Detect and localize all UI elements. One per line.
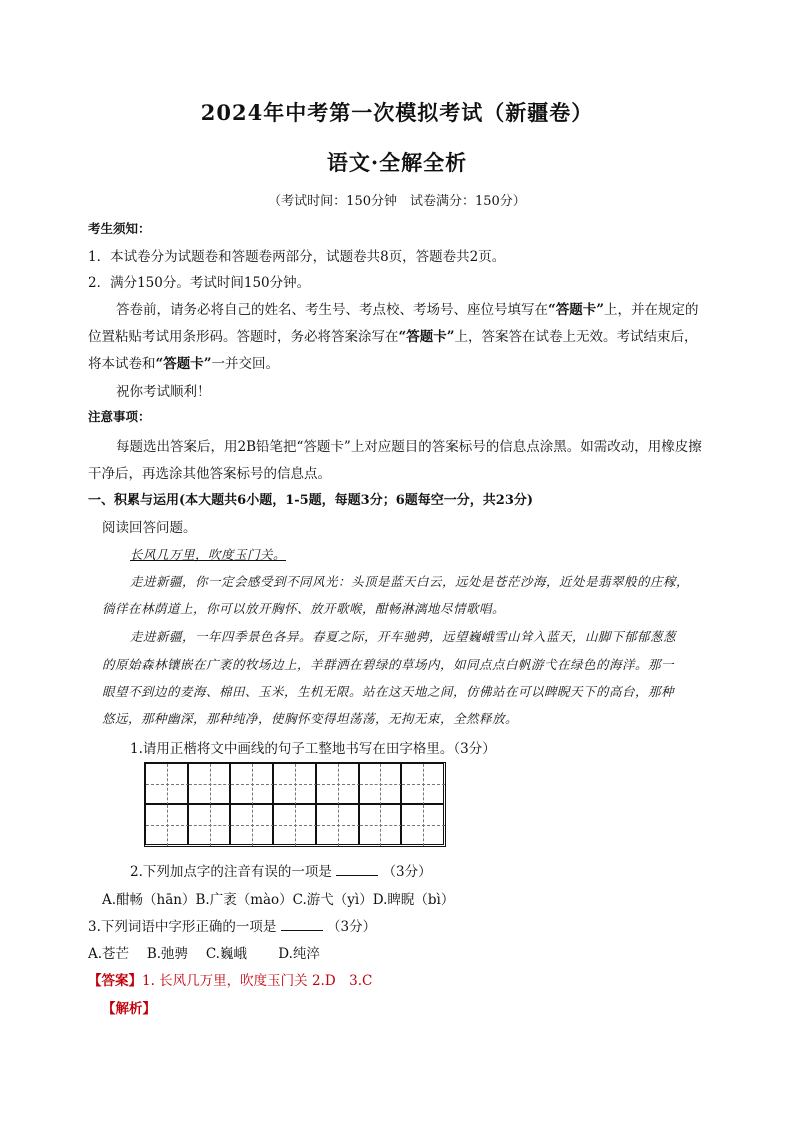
question-2-options: A.酣畅（hān）B.广袤（mào）C.游弋（yì）D.睥睨（bì） bbox=[102, 892, 455, 908]
grid-cell[interactable] bbox=[188, 804, 231, 845]
grid-guide-horizontal bbox=[189, 784, 232, 785]
answer-text: 1. 长风几万里，吹度玉门关 2.D 3.C bbox=[142, 973, 373, 989]
question-2-score: （3分） bbox=[382, 864, 432, 880]
grid-cell[interactable] bbox=[401, 804, 444, 845]
notice-item-2: 2．满分150分。考试时间150分钟。 bbox=[88, 275, 311, 291]
question-2 bbox=[130, 860, 432, 880]
text: 上，答案答在试卷上无效。考试结束后， bbox=[454, 329, 698, 345]
tianzige-grid[interactable] bbox=[144, 762, 446, 847]
grid-guide-horizontal bbox=[317, 825, 360, 826]
page-subtitle: 语文·全解全析 bbox=[326, 150, 468, 175]
passage-p2-line4: 悠远，那种幽深，那种纯净，使胸怀变得坦荡荡，无拘无束，全然释放。 bbox=[102, 711, 519, 726]
question-2-text: 2.下列加点字的注音有误的一项是 bbox=[130, 864, 332, 880]
grid-guide-horizontal bbox=[274, 784, 317, 785]
answer-card-emphasis: “答题卡” bbox=[548, 302, 605, 318]
text: 将本试卷和 bbox=[88, 356, 156, 372]
notice-heading: 考生须知： bbox=[88, 221, 151, 236]
grid-cell[interactable] bbox=[401, 763, 444, 804]
notice-paragraph-line3 bbox=[88, 352, 279, 372]
grid-guide-horizontal bbox=[360, 784, 403, 785]
answer-line bbox=[88, 969, 372, 989]
grid-cell[interactable] bbox=[359, 804, 402, 845]
exam-info: （考试时间：150分钟 试卷满分：150分） bbox=[268, 194, 526, 209]
question-3-options: A.苍芒 B.弛骋 C.巍峨 D.纯淬 bbox=[88, 946, 320, 962]
notice-paragraph-line2 bbox=[88, 325, 698, 345]
answer-card-emphasis: “答题卡” bbox=[155, 356, 212, 372]
grid-cell[interactable] bbox=[145, 804, 188, 845]
grid-cell[interactable] bbox=[188, 763, 231, 804]
passage-p2-line3: 眼望不到边的麦海、棉田、玉米，生机无限。站在这天地之间，仿佛站在可以睥睨天下的高台，那种 bbox=[102, 684, 675, 699]
passage-p2-line1: 走进新疆，一年四季景色各异。春夏之际，开车驰骋，远望巍峨雪山耸入蓝天，山脚下郁郁葱葱 bbox=[130, 629, 677, 644]
grid-guide-horizontal bbox=[274, 825, 317, 826]
attention-line-2: 干净后，再选涂其他答案标号的信息点。 bbox=[88, 466, 331, 482]
grid-cell[interactable] bbox=[316, 763, 359, 804]
text: 一并交回。 bbox=[211, 356, 280, 372]
question-3-score: （3分） bbox=[326, 919, 377, 935]
notice-paragraph-line1 bbox=[116, 298, 699, 318]
grid-cell[interactable] bbox=[145, 763, 188, 804]
analysis-label: 【解析】 bbox=[102, 1001, 156, 1017]
grid-cell[interactable] bbox=[316, 804, 359, 845]
grid-guide-horizontal bbox=[360, 825, 403, 826]
grid-guide-horizontal bbox=[146, 825, 189, 826]
passage-title-underlined: 长风几万里，吹度玉门关。 bbox=[130, 547, 287, 562]
grid-cell[interactable] bbox=[359, 763, 402, 804]
text: 上，并在规定的 bbox=[604, 302, 699, 318]
grid-cell[interactable] bbox=[273, 804, 316, 845]
grid-cell[interactable] bbox=[273, 763, 316, 804]
passage-p1-line2: 徜徉在林荫道上，你可以放开胸怀、放开歌喉，酣畅淋漓地尽情歌唱。 bbox=[102, 601, 506, 616]
question-3 bbox=[88, 915, 376, 935]
answer-blank[interactable] bbox=[336, 863, 378, 876]
grid-guide-horizontal bbox=[231, 825, 274, 826]
answer-blank[interactable] bbox=[281, 918, 323, 931]
wish-text: 祝你考试顺利！ bbox=[116, 384, 211, 400]
grid-guide-horizontal bbox=[189, 825, 232, 826]
grid-guide-horizontal bbox=[317, 784, 360, 785]
grid-guide-horizontal bbox=[402, 825, 445, 826]
attention-line-1: 每题选出答案后，用2B铅笔把“答题卡”上对应题目的答案标号的信息点涂黑。如需改动，用橡皮擦 bbox=[116, 439, 702, 455]
instruction: 阅读回答问题。 bbox=[102, 520, 197, 536]
grid-guide-horizontal bbox=[402, 784, 445, 785]
notice-item-1: 1．本试卷分为试题卷和答题卷两部分，试题卷共8页，答题卷共2页。 bbox=[88, 249, 506, 265]
question-3-text: 3.下列词语中字形正确的一项是 bbox=[88, 919, 277, 935]
grid-guide-horizontal bbox=[231, 784, 274, 785]
page-title: 2024年中考第一次模拟考试（新疆卷） bbox=[200, 100, 594, 125]
question-1: 1.请用正楷将文中画线的句子工整地书写在田字格里。（3分） bbox=[130, 741, 496, 757]
section-heading: 一、积累与运用(本大题共6小题，1-5题，每题3分；6题每空一分，共23分) bbox=[88, 493, 534, 508]
answer-label: 【答案】 bbox=[88, 973, 142, 989]
passage-p2-line2: 的原始森林镶嵌在广袤的牧场边上，羊群洒在碧绿的草场内，如同点点白帆游弋在绿色的海洋。那一 bbox=[102, 657, 675, 672]
passage-p1-line1: 走进新疆，你一定会感受到不同风光：头顶是蓝天白云，远处是苍茫沙海，近处是翡翠般的庄稼， bbox=[130, 574, 690, 589]
grid-cell[interactable] bbox=[230, 804, 273, 845]
grid-guide-horizontal bbox=[146, 784, 189, 785]
attention-heading: 注意事项： bbox=[88, 409, 151, 424]
text: 位置粘贴考试用条形码。答题时，务必将答案涂写在 bbox=[88, 329, 399, 345]
answer-card-emphasis: “答题卡” bbox=[398, 329, 455, 345]
grid-cell[interactable] bbox=[230, 763, 273, 804]
text: 答卷前，请务必将自己的姓名、考生号、考点校、考场号、座位号填写在 bbox=[116, 302, 548, 318]
